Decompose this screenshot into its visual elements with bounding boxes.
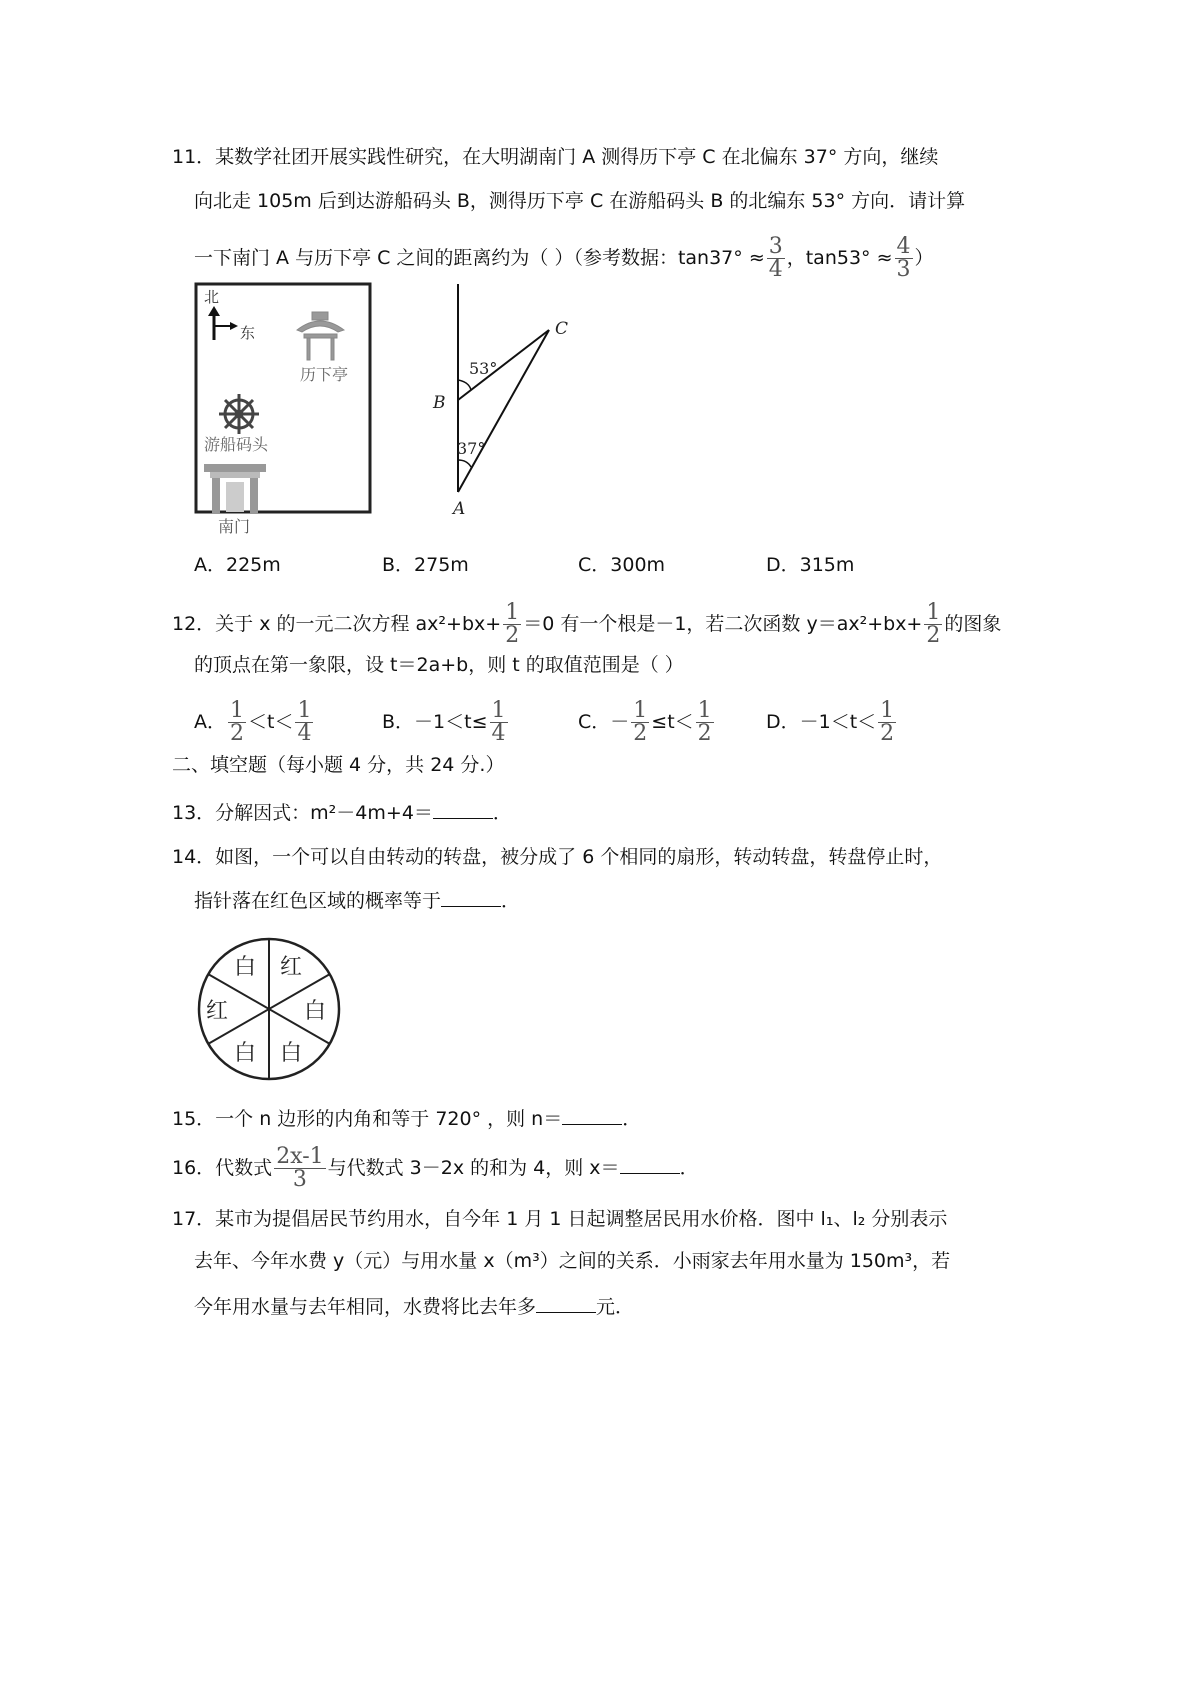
q17-line3-text: 今年用水量与去年相同，水费将比去年多 [194,1296,537,1318]
point-b-label: B [433,393,446,413]
answer-blank[interactable] [620,1153,680,1174]
north-label: 北 [204,288,220,306]
q14-line2-text: 指针落在红色区域的概率等于 [194,890,442,912]
sector-white: 白 [304,999,327,1024]
angle-37-label: 37° [457,439,486,458]
q11-option-c[interactable]: C．300m [578,554,666,576]
q12-option-b[interactable]: B．－1＜t≤ $\frac{1}{4}$ [382,698,506,746]
answer-blank[interactable] [536,1292,596,1313]
q13-text: 13．分解因式：m²－4m+4＝ [172,802,433,824]
pier-label: 游船码头 [204,435,269,454]
compass-icon [208,306,238,340]
gate-icon [204,464,266,514]
pavilion-label: 历下亭 [300,365,349,384]
q12-option-a[interactable]: A． $\frac{1}{2}$ ＜t＜ $\frac{1}{4}$ [194,698,312,746]
map-figure [192,282,382,542]
q17-line1: 17．某市为提倡居民节约用水，自今年 1 月 1 日起调整居民用水价格．图中 l₁、l₂ 分别表示 [172,1208,948,1230]
point-a-label: A [453,499,466,519]
sector-white: 白 [280,1041,303,1066]
sector-red: 红 [280,955,303,980]
q14-line1: 14．如图，一个可以自由转动的转盘，被分成了 6 个相同的扇形，转动转盘，转盘停止时， [172,846,943,868]
q12-line1-text2: ＝0 有一个根是－1，若二次函数 y＝ax²+bx+ [523,613,923,635]
fraction-3-4: $\frac{3}{4}$ [768,234,783,282]
q16-text2: 与代数式 3－2x 的和为 4，则 x＝ [327,1157,620,1179]
q12-line1-text: 12．关于 x 的一元二次方程 ax²+bx+ [172,613,502,635]
q11-option-a[interactable]: A．225m [194,554,281,576]
answer-blank[interactable] [433,798,493,819]
pavilion-icon [297,312,344,360]
q12-option-c[interactable]: C．－ $\frac{1}{2}$ ≤t＜ $\frac{1}{2}$ [578,698,712,746]
q13: 13．分解因式：m²－4m+4＝ ． [172,798,512,826]
answer-blank[interactable] [441,886,501,907]
q12-line2: 的顶点在第一象限，设 t＝2a+b，则 t 的取值范围是（ ） [194,654,684,676]
q11-line2: 向北走 105m 后到达游船码头 B，测得历下亭 C 在游船码头 B 的北编东 53° 方向．请计算 [194,190,966,212]
q15: 15．一个 n 边形的内角和等于 720° ，则 n＝ ． [172,1104,641,1132]
q11-line1: 11．某数学社团开展实践性研究，在大明湖南门 A 测得历下亭 C 在北偏东 37° 方向，继续 [172,146,939,168]
answer-blank[interactable] [562,1104,622,1125]
fraction-1-2: $\frac{1}{2}$ [505,600,520,648]
q16-text: 16．代数式 [172,1157,273,1179]
sector-red: 红 [206,999,229,1024]
east-label: 东 [240,324,256,342]
south-gate-label: 南门 [218,517,251,536]
q15-text: 15．一个 n 边形的内角和等于 720° ，则 n＝ [172,1108,563,1130]
q14-line2: 指针落在红色区域的概率等于 ． [194,886,520,914]
sector-white: 白 [234,1041,257,1066]
q11-option-b[interactable]: B．275m [382,554,469,576]
q17-line2: 去年、今年水费 y（元）与用水量 x（m³）之间的关系．小雨家去年用水量为 150m³，若 [194,1250,951,1272]
spinner-figure [196,936,346,1082]
q11-option-d[interactable]: D．315m [766,554,855,576]
q11-line3 [194,236,934,281]
triangle-figure [425,282,595,522]
point-c-label: C [555,319,569,339]
sector-white: 白 [234,955,257,980]
angle-53-label: 53° [469,359,498,378]
q12-line1-text3: 的图象 [944,613,1002,635]
q11-line3-text: 一下南门 A 与历下亭 C 之间的距离约为（ ）（参考数据：tan37° ≈ [194,247,765,269]
fraction-4-3: $\frac{4}{3}$ [896,234,911,282]
q16: 16．代数式 $\frac{2x-1}{3}$ 与代数式 3－2x 的和为 4，则 x＝ ． [172,1144,699,1192]
fraction-1-2: $\frac{1}{2}$ [926,600,941,648]
ship-wheel-icon [219,394,259,434]
section-heading: 二、填空题（每小题 4 分，共 24 分.） [172,754,505,776]
q12-option-d[interactable]: D．－1＜t＜ $\frac{1}{2}$ [766,698,895,746]
fraction-2x-1-over-3: $\frac{2x-1}{3}$ [276,1144,324,1192]
q11-line3-text3: ） [914,247,934,269]
q11-line3-text2: ，tan53° ≈ [786,247,893,269]
q12-line1 [172,602,1001,647]
q17-line3: 今年用水量与去年相同，水费将比去年多 元． [194,1292,634,1320]
